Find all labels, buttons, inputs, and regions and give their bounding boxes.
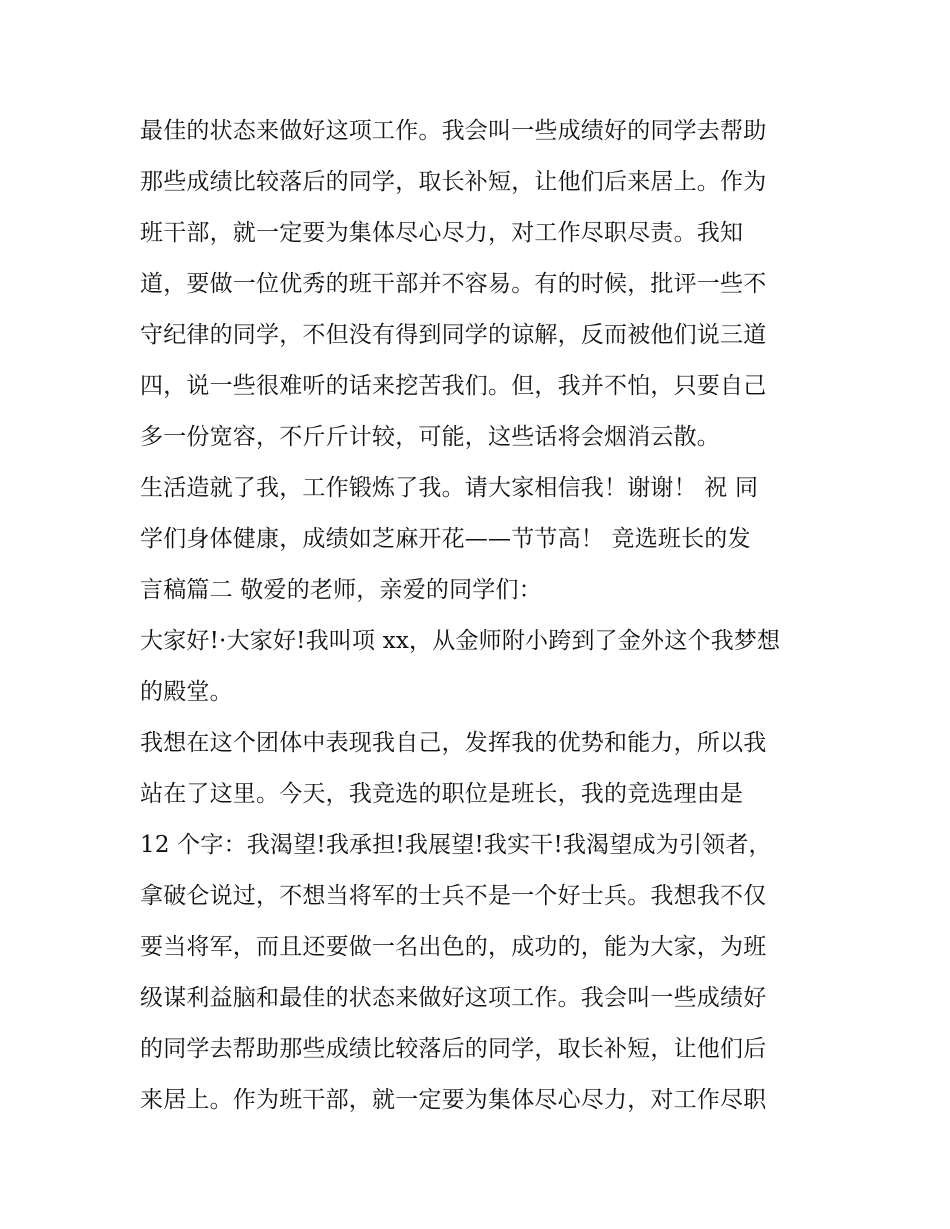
- text-line: 言稿篇二 敬爱的老师，亲爱的同学们：: [140, 577, 542, 603]
- text-line: 班干部，就一定要为集体尽心尽力，对工作尽职尽责。我知: [140, 220, 744, 246]
- text-line: 的殿堂。: [140, 679, 233, 705]
- text-line: 来居上。作为班干部，就一定要为集体尽心尽力，对工作尽职: [140, 1087, 767, 1113]
- text-line: 最佳的状态来做好这项工作。我会叫一些成绩好的同学去帮助: [140, 118, 767, 144]
- text-line: 道，要做一位优秀的班干部并不容易。有的时候，批评一些不: [140, 271, 767, 297]
- text-line: 四，说一些很难听的话来挖苦我们。但，我并不怕，只要自己: [140, 373, 767, 399]
- text-line: 那些成绩比较落后的同学，取长补短，让他们后来居上。作为: [140, 169, 767, 195]
- text-line: 级谋利益脑和最佳的状态来做好这项工作。我会叫一些成绩好: [140, 985, 767, 1011]
- text-line: 生活造就了我，工作锻炼了我。请大家相信我！谢谢！ 祝 同: [140, 475, 759, 501]
- text-line: 12 个字：我渴望!我承担!我展望!我实干!我渴望成为引领者，: [140, 832, 772, 858]
- text-line: 守纪律的同学，不但没有得到同学的谅解，反而被他们说三道: [140, 322, 767, 348]
- text-line: 我想在这个团体中表现我自己，发挥我的优势和能力，所以我: [140, 730, 767, 756]
- document-body: [140, 106, 820, 1126]
- text-line: 站在了这里。今天，我竞选的职位是班长，我的竞选理由是: [140, 781, 744, 807]
- text-line: 大家好!·大家好!我叫项 xx，从金师附小跨到了金外这个我梦想: [140, 628, 781, 654]
- text-line: 多一份宽容，不斤斤计较，可能，这些话将会烟消云散。: [140, 424, 720, 450]
- text-line: 拿破仑说过，不想当将军的士兵不是一个好士兵。我想我不仅: [140, 883, 767, 909]
- text-line: 学们身体健康，成绩如芝麻开花——节节高！ 竞选班长的发: [140, 526, 751, 552]
- text-line: 的同学去帮助那些成绩比较落后的同学，取长补短，让他们后: [140, 1036, 767, 1062]
- text-line: 要当将军，而且还要做一名出色的，成功的，能为大家，为班: [140, 934, 767, 960]
